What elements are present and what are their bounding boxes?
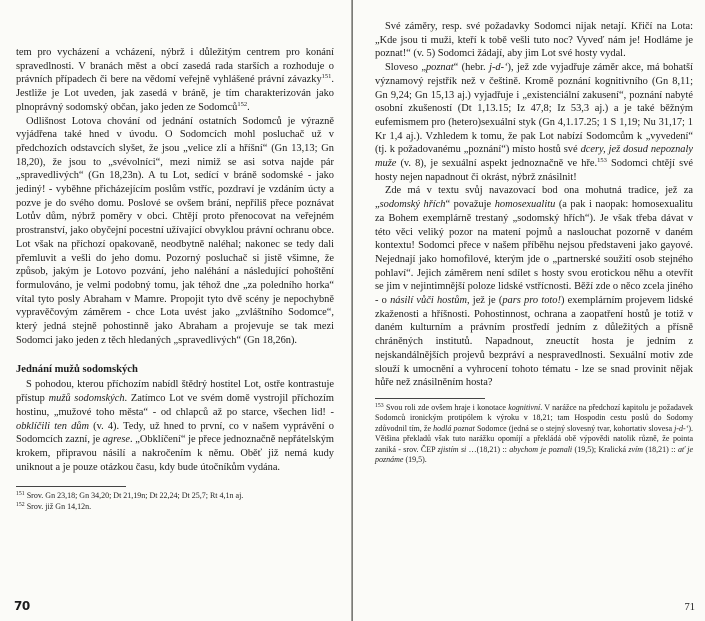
emphasis: ať je poznáme — [375, 444, 694, 465]
emphasis: zjistím si — [437, 444, 467, 454]
footnote — [16, 502, 334, 512]
footnote-text: Sodomce (jedná se o stejný slovesný tvar, kohortativ slovesa — [474, 423, 675, 433]
emphasis: poznat — [425, 62, 454, 74]
footnote — [16, 491, 334, 501]
text-span: (a pak i naopak: homosexualitu za Bohem exemplárně trestaný „sodomský hřích“). Je však třeba dávat v této věci veliký pozor na matení pojmů a naslouchat pozorně v daném kontextu! Sodomci přece v našem příběhu nejsou představeni jako gayové. Nejednají jako homofilové, kterým jde o „partnerské soužití osob stejného pohlaví“. Jejich záměrem není sdílet s hosty svou erotickou něhu a otevřít se jim v nejintimnější poloze lidské vstřícnosti. Běží zde o něco zcela jiného - o — [375, 199, 693, 307]
emphasis: zvím — [628, 444, 644, 454]
footnote-divider — [16, 486, 126, 487]
paragraph: Své záměry, resp. své požadavky Sodomci nijak netají. Křičí na Lota: „Kde jsou ti muži, kteří k tobě vešli tuto noc? Vyveď nám je! Hodláme je poznat!“ (v. 5) Sodomci žádají, aby jim Lot své hosty vydal. — [375, 21, 693, 60]
emphasis: sodomský hřích — [379, 199, 446, 211]
text-span: S pohodou, kterou příchozím nabídl štědrý hostitel Lot, ostře kontrastuje přístup — [16, 379, 334, 405]
footnote-number: 152 — [16, 501, 25, 508]
text-span: (v. 8), je sexuální aspekt jednoznačně ve hře. — [396, 158, 598, 170]
text-span: Sodomci chtějí své hosty nejen napadnout či okrást, nýbrž znásilnit! — [375, 158, 693, 183]
emphasis: násilí vůči hostům — [390, 295, 467, 307]
emphasis: pars pro toto! — [502, 295, 561, 307]
paragraph — [375, 184, 693, 390]
text-span: . Zatímco Lot ve svém domě vystrojil příchozím hostinu, „mužové toho města“ - od chlapců až po starce, všechen lid! - — [16, 393, 335, 418]
paragraph — [375, 61, 693, 184]
section-heading: Jednání mužů sodomských — [16, 364, 138, 376]
text-span: . Jestliže je Lot uveden, jak zasedá v bráně, je tím charakterizován jako plnoprávný sodomský občan, jako jeden ze Sodomců — [16, 74, 334, 113]
text-span: Zde má v textu svůj navazovací bod ona mohutná tradice, jež za „ — [375, 185, 693, 211]
right-page — [353, 0, 705, 621]
text-span: “ považuje — [445, 199, 495, 211]
emphasis: j-d-‘ — [489, 62, 508, 74]
footnote-number: 153 — [375, 402, 384, 409]
paragraph — [16, 378, 334, 474]
emphasis: abychom je poznali — [509, 444, 573, 454]
footnote-ref[interactable]: 151 — [321, 73, 332, 81]
footnote — [375, 403, 693, 465]
text-span: Sloveso „ — [385, 62, 426, 74]
text-span: , jež je ( — [466, 295, 503, 307]
text-span: tem pro vycházení a vcházení, nýbrž i důležitým centrem pro konání spravedlnosti. V branách měst a obcí zasedá rada starších a rozhoduje o právních případech či bere na vědomí veřejně vyhlášené právní závazky — [16, 47, 334, 86]
emphasis: hodlá poznat — [433, 423, 475, 433]
emphasis: j-d-‘ — [674, 423, 689, 433]
left-page — [0, 0, 352, 621]
emphasis: mužů sodomských — [48, 393, 125, 405]
text-span: ), jež zde vyjadřuje záměr akce, má bohatší významový rejstřík než v češtině. Kromě poznání kognitivního (Gn 8,11; Gn 9,24; Gn 15,13 aj.) vyjadřuje i „existenciální zakusení“, poznání nabyté osobní zkušeností (Dt 1,13.15; Iz 47,8; Iz 53,3 aj.) a je také běžným eufemismem pro (hetero)sexuální styk (Gn 4,1.17.25; 1 S 1,19; Nu 31,17; 1 Kr 1,4 aj.). Vzhledem k tomu, že pak Lot nabízí Sodomcům k „vyvedení“ (tj. k požadovanému „poznání“) místo hostů své — [375, 62, 693, 156]
emphasis: dcery, jež dosud nepoznaly muže — [375, 144, 693, 170]
footnote-text: Srov. již Gn 14,12n. — [26, 501, 92, 511]
text-span: . „Obklíčení“ je přece jednoznačně nepřátelským krokem, připravou násilí a nakročením k němu. Oběť již nemá kudy uniknout a je pouze otázkou času, kdy bude útočníkům vydána. — [16, 434, 334, 473]
footnote-text: Svou roli zde ovšem hraje i konotace — [385, 402, 509, 412]
page-number: 70 — [14, 599, 30, 613]
paragraph: Odlišnost Lotova chování od jednání ostatních Sodomců je výrazně vyjádřena také hned v úvodu. O Sodomcích mohl posluchač už v předchozích odstavcích slyšet, že jsou „velice zlí a hříšní“ (Gn 13,13; Gn 18,20), že jsou to „svévolníci“, mezi nimiž se asi sotva najde pár „spravedlivých“ (Gn 18,23n). A tu Lot, sedící v bráně sodomské - jako jediný! - vyběhne přicházejícím poslům vstříc, pozdraví je vzdáním úcty a pozve je do svého domu. Poslové se ovšem brání, nepříliš přece poznávat Lotův dům, nýbrž poměry v obci. Chtějí proto přenocovat na veřejném prostranství, jako obyčejní pocestní užívající obvyklou právní ochranu obce. Lot však na příchozí opakovaně, neodbytně naléhal; nakonec se tedy dali přemluvit a vešli do jeho domu. Pozorný posluchač si jistě všimne, že způsob, jakým je Lotovo pozvání, jeho naléhání a následující pohoštění formulováno, je velmi podobný tomu, jak téhož dne „za poledního horka“ vítal tyto posly Abraham v Mamre. Propojit tyto dvě scény je nepochybně vypravěčovým záměrem - chce Lota uvést jako „zvláštního Sodomce“, který jedná stejně pohostinně jako Abraham a projevuje se tak mezi Sodomci jako jeden z těch hledaných „spravedlivých“ (Gn 18,26n). — [16, 115, 334, 346]
text-span: “ (hebr. — [453, 62, 490, 74]
text-span: . — [247, 101, 250, 113]
left-text-column — [16, 46, 334, 512]
footnote-ref[interactable]: 153 — [597, 157, 607, 165]
emphasis: kognitivní — [508, 402, 541, 412]
footnote-text: ). Většina překladů však tuto narážku opomíjí a překládá obě výpovědi natolik různě, že pointa zaniká - srov. ČEP — [375, 423, 694, 454]
emphasis: obklíčili ten dům — [16, 420, 89, 432]
paragraph — [16, 46, 334, 115]
right-text-column — [375, 20, 693, 465]
footnote-text: …(18,21) :: — [466, 444, 510, 454]
footnote-divider — [375, 398, 485, 399]
footnote-text: (18,21) :: — [643, 444, 678, 454]
text-span: ) exemplárním projevem lidské zkaženosti a hříšnosti. Pohostinnost, ochrana a zaopatření hostů je totiž v daném kulturním a právním prostředí jedním z důležitých a přísně chráněných institutů. Napadnout, zneuctít hosta je jedním z nejskandálnějších projevů bezpráví a nespravedlnosti. Sexuální motiv zde slouží k umocnění a vyhrocení tohoto tématu - lze se snad provinit nějak hůře než znásilněním hosta? — [375, 295, 693, 389]
emphasis: homosexualitu — [494, 199, 556, 211]
footnote-text: (19,5). — [403, 455, 427, 465]
footnote-text: (19,5); Kralická — [572, 444, 629, 454]
footnote-number: 151 — [16, 491, 25, 498]
text-span: (v. 4). Tedy, už hned to první, co v našem vyprávění o Sodomcích zazní, je — [16, 420, 334, 446]
footnote-text: Srov. Gn 23,18; Gn 34,20; Dt 21,19n; Dt 22,24; Dt 25,7; Rt 4,1n aj. — [26, 491, 244, 501]
footnote-ref[interactable]: 152 — [237, 100, 248, 108]
footnote-text: . V narážce na předchozí kapitolu je požadavek Sodomců ironickým protipólem k výroku v 18,21; tam Hospodin cestu poslů do Sodomy zdůvodnil tím, že — [375, 402, 693, 433]
page-number: 71 — [684, 602, 695, 613]
emphasis: agrese — [102, 434, 131, 446]
